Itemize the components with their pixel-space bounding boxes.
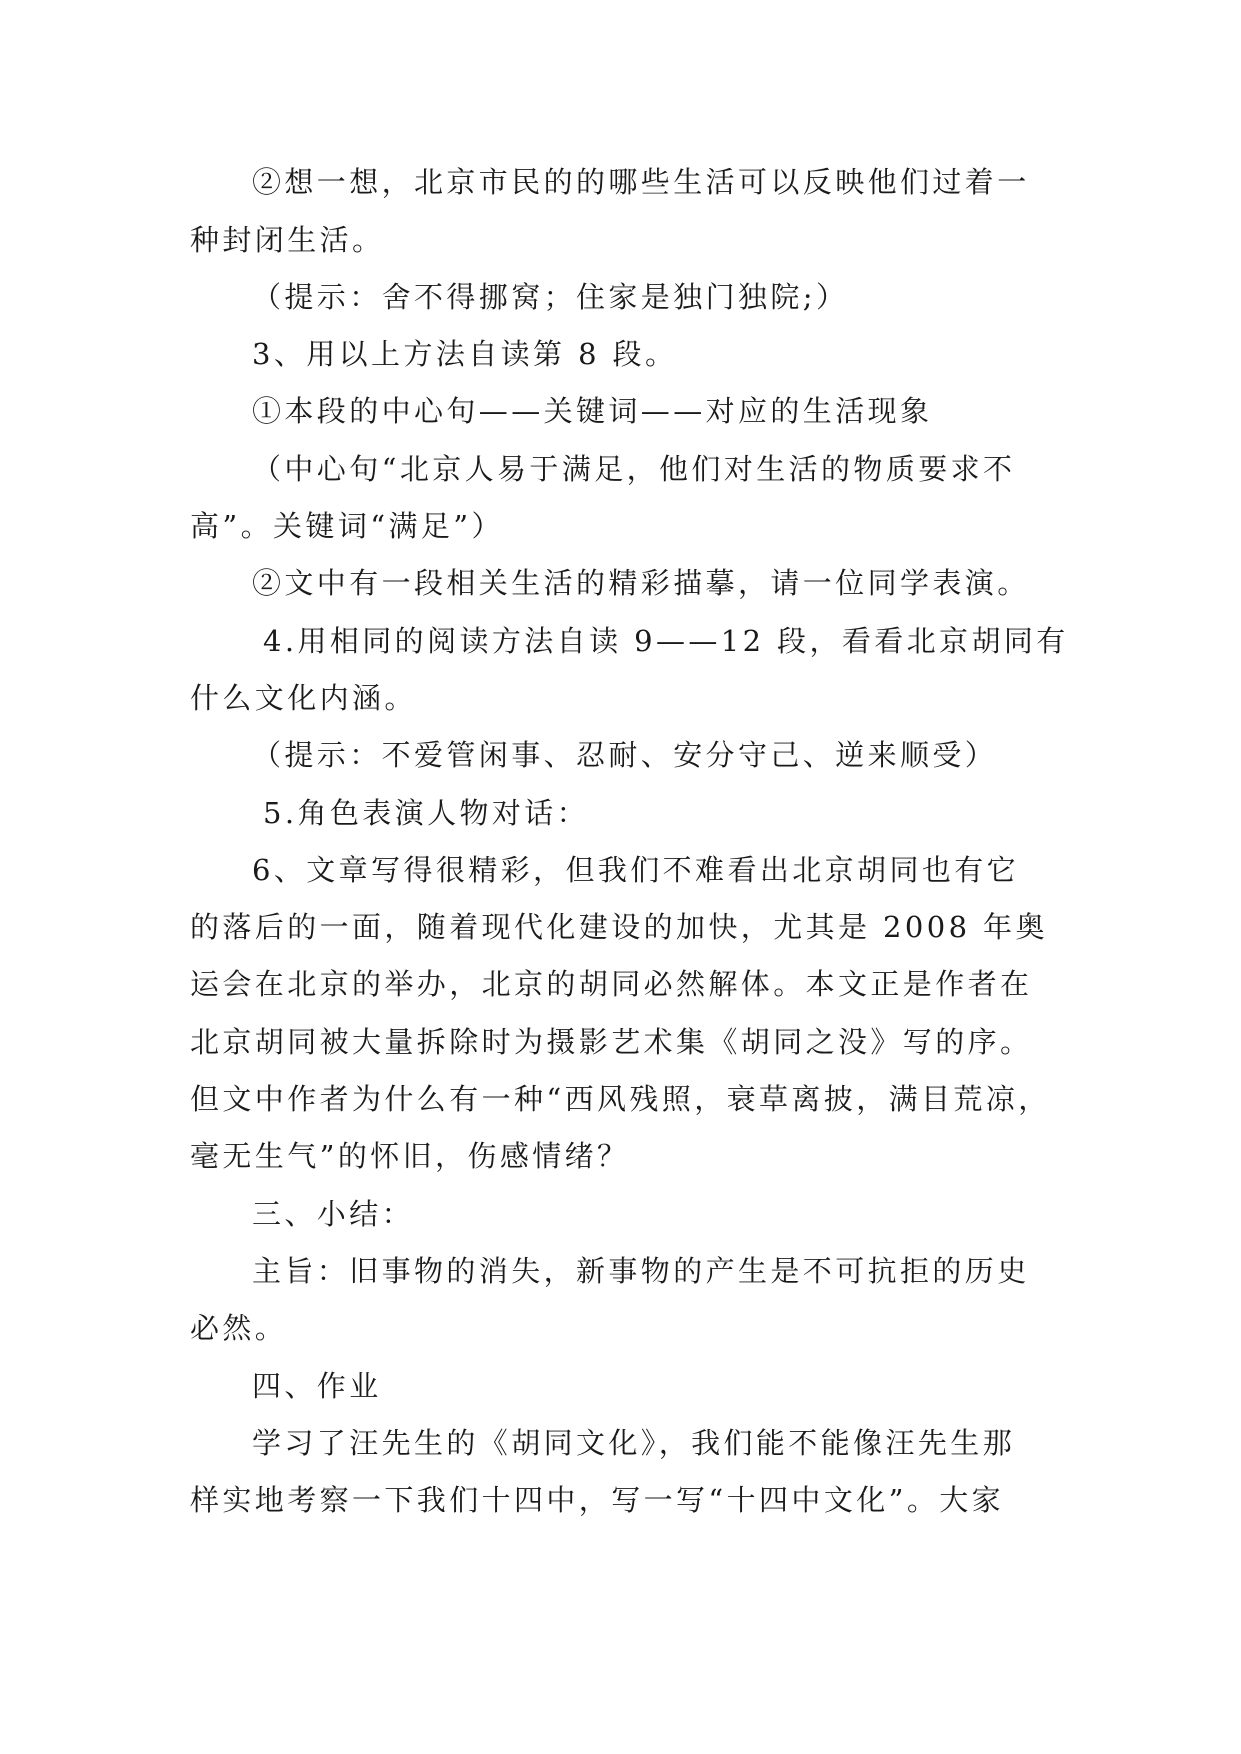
paragraph-line: 5.角色表演人物对话： <box>263 796 590 830</box>
paragraph-line: ②文中有一段相关生活的精彩描摹，请一位同学表演。 <box>252 566 1030 600</box>
paragraph-line: 种封闭生活。 <box>190 223 385 257</box>
paragraph-line: 3、用以上方法自读第 8 段。 <box>252 337 678 371</box>
paragraph-line: 但文中作者为什么有一种“西风残照，衰草离披，满目荒凉， <box>190 1082 1051 1116</box>
paragraph-line: 4.用相同的阅读方法自读 9——12 段，看看北京胡同有 <box>263 624 1069 658</box>
paragraph-line: 学习了汪先生的《胡同文化》，我们能不能像汪先生那 <box>252 1426 1016 1460</box>
paragraph-line: 什么文化内涵。 <box>190 681 417 715</box>
paragraph-line: 高”。关键词“满足”） <box>190 509 504 543</box>
paragraph-line: 毫无生气”的怀旧，伤感情绪？ <box>190 1139 630 1173</box>
paragraph-line: 的落后的一面，随着现代化建设的加快，尤其是 2008 年奥 <box>190 910 1048 944</box>
paragraph-line: 6、文章写得很精彩，但我们不难看出北京胡同也有它 <box>252 853 1020 887</box>
section-heading: 四、作业 <box>252 1369 382 1403</box>
paragraph-line: ②想一想，北京市民的的哪些生活可以反映他们过着一 <box>252 165 1030 199</box>
paragraph-line: 北京胡同被大量拆除时为摄影艺术集《胡同之没》写的序。 <box>190 1025 1033 1059</box>
paragraph-line: （提示：不爱管闲事、忍耐、安分守己、逆来顺受） <box>252 738 998 772</box>
paragraph-line: 主旨：旧事物的消失，新事物的产生是不可抗拒的历史 <box>252 1254 1030 1288</box>
paragraph-line: 运会在北京的举办，北京的胡同必然解体。本文正是作者在 <box>190 967 1033 1001</box>
paragraph-line: ①本段的中心句——关键词——对应的生活现象 <box>252 394 933 428</box>
paragraph-line: 样实地考察一下我们十四中，写一写“十四中文化”。大家 <box>190 1483 1005 1517</box>
paragraph-line: 必然。 <box>190 1311 288 1345</box>
section-heading: 三、小结： <box>252 1197 415 1231</box>
paragraph-line: （中心句“北京人易于满足，他们对生活的物质要求不 <box>252 452 1016 486</box>
paragraph-line: （提示：舍不得挪窝；住家是独门独院;） <box>252 280 849 314</box>
